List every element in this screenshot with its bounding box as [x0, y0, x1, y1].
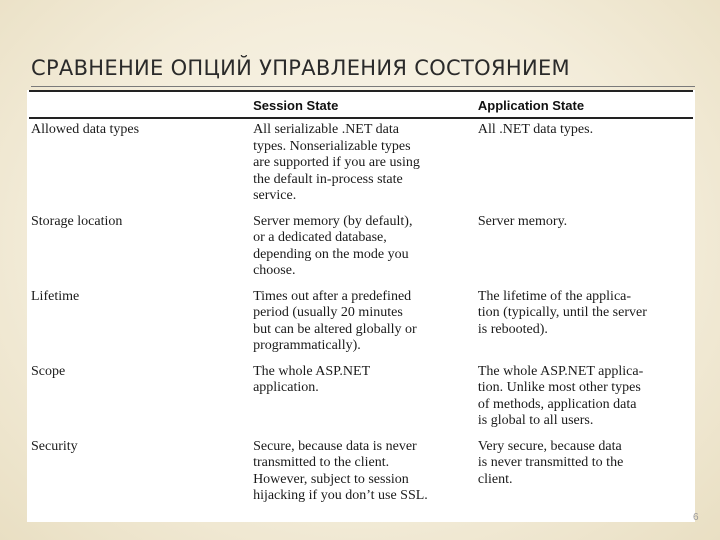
header-session-state: Session State — [253, 91, 478, 118]
header-blank — [29, 91, 253, 118]
row-label: Allowed data types — [31, 122, 140, 137]
row-label: Lifetime — [31, 288, 80, 304]
comparison-table-image — [27, 90, 695, 522]
table-row — [29, 436, 693, 511]
table-row — [29, 211, 693, 286]
row-label: Storage location — [31, 213, 123, 229]
comparison-table — [29, 90, 693, 511]
title-divider — [31, 86, 695, 87]
application-cell: All .NET data types. — [477, 122, 594, 137]
session-cell: The whole ASP.NET application. — [253, 363, 371, 395]
session-cell: Server memory (by default), or a dedicated database, depending on the mode you choose. — [253, 213, 413, 278]
session-cell: All serializable .NET data types. Nonserializable types are supported if you are using the default in-process state service. — [253, 122, 420, 203]
table-row — [29, 286, 693, 361]
session-cell: Times out after a predefined period (usually 20 minutes but can be altered globally or programmatically). — [253, 288, 417, 353]
slide-title: СРАВНЕНИЕ ОПЦИЙ УПРАВЛЕНИЯ СОСТОЯНИЕМ — [31, 56, 570, 80]
table-row — [29, 118, 693, 211]
session-cell: Secure, because data is never transmitted to the client. However, subject to session hijacking if you don’t use SSL. — [253, 438, 428, 503]
application-cell: The whole ASP.NET applica- tion. Unlike most other types of methods, application data is global to all users. — [477, 363, 644, 428]
header-application-state: Application State — [478, 91, 693, 118]
row-label: Scope — [31, 363, 66, 379]
table-header-row — [29, 91, 693, 118]
row-label: Security — [31, 438, 78, 454]
application-cell: Server memory. — [477, 213, 568, 229]
application-cell: Very secure, because data is never transmitted to the client. — [477, 438, 624, 487]
table-row — [29, 361, 693, 436]
application-cell: The lifetime of the applica- tion (typically, until the server is rebooted). — [477, 288, 647, 337]
page-number: 6 — [693, 512, 699, 523]
